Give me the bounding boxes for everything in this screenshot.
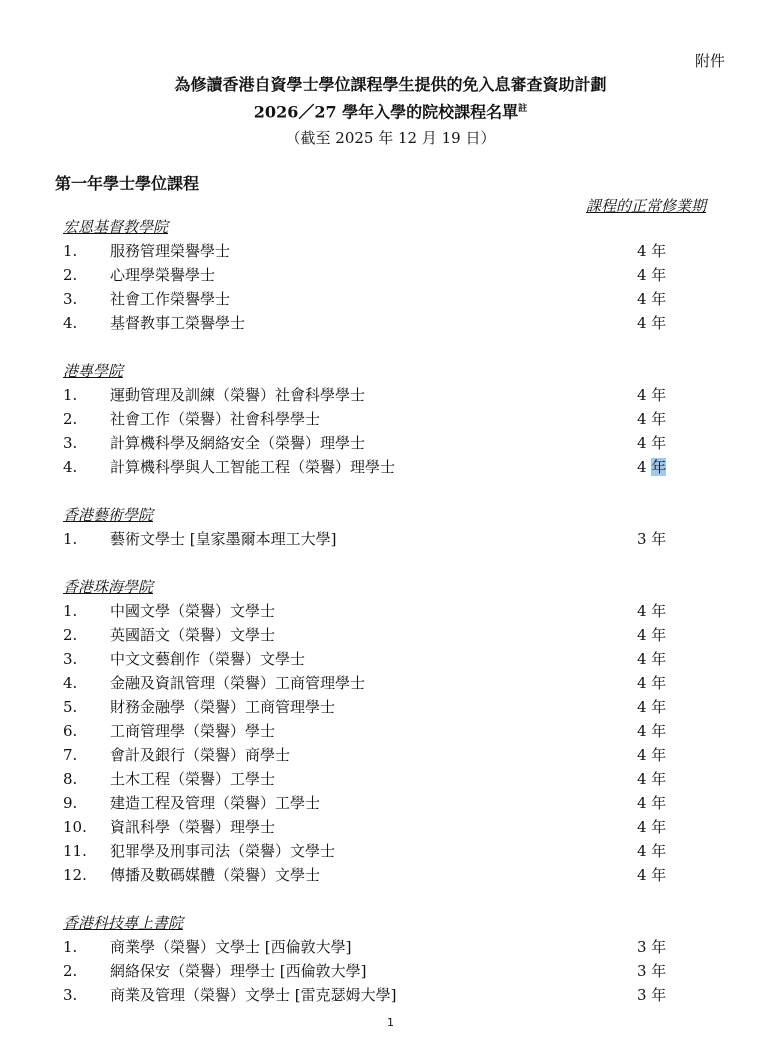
programme-duration: 4 年 — [637, 842, 667, 860]
programme-duration: 4 年 — [637, 770, 667, 788]
programme-number: 2. — [63, 962, 78, 980]
institution-name: 港專學院 — [63, 362, 124, 380]
programme-row — [0, 983, 781, 1007]
programme-number: 3. — [63, 650, 78, 668]
programme-row — [0, 767, 781, 791]
programme-row — [0, 263, 781, 287]
programme-number: 1. — [63, 602, 78, 620]
programme-row — [0, 863, 781, 887]
subtitle-text: 2026／27 學年入學的院校課程名單 — [253, 102, 519, 122]
document-title-block — [0, 73, 781, 150]
institution-name: 宏恩基督教學院 — [63, 218, 169, 236]
programme-number: 10. — [63, 818, 87, 836]
duration-column-header: 課程的正常修業期 — [586, 197, 707, 215]
duration-number: 4 — [637, 458, 652, 476]
programme-number: 2. — [63, 626, 78, 644]
programme-title: 英國語文（榮譽）文學士 — [110, 626, 276, 644]
programme-title: 金融及資訊管理（榮譽）工商管理學士 — [110, 674, 366, 692]
programme-title: 心理學榮譽學士 — [110, 266, 216, 284]
programme-title: 中國文學（榮譽）文學士 — [110, 602, 276, 620]
programme-duration: 4 年 — [637, 722, 667, 740]
programme-duration: 3 年 — [637, 986, 667, 1004]
programme-number: 1. — [63, 242, 78, 260]
programme-list — [0, 215, 781, 1031]
programme-row — [0, 431, 781, 455]
programme-row — [0, 599, 781, 623]
programme-row — [0, 935, 781, 959]
programme-duration: 4 年 — [637, 266, 667, 284]
programme-row — [0, 959, 781, 983]
document-subtitle — [0, 97, 781, 124]
programme-number: 8. — [63, 770, 78, 788]
programme-duration: 4 年 — [637, 314, 667, 332]
programme-duration: 4 年 — [637, 698, 667, 716]
programme-row — [0, 815, 781, 839]
programme-number: 11. — [63, 842, 87, 860]
programme-number: 1. — [63, 938, 78, 956]
programme-title: 服務管理榮譽學士 — [110, 242, 231, 260]
programme-title: 土木工程（榮譽）工學士 — [110, 770, 276, 788]
programme-duration: 4 年 — [637, 434, 667, 452]
programme-title: 財務金融學（榮譽）工商管理學士 — [110, 698, 336, 716]
programme-row — [0, 695, 781, 719]
programme-row — [0, 239, 781, 263]
programme-duration: 4 年 — [637, 746, 667, 764]
programme-duration: 4 年 — [637, 602, 667, 620]
programme-number: 3. — [63, 986, 78, 1004]
programme-number: 5. — [63, 698, 78, 716]
programme-title: 建造工程及管理（榮譽）工學士 — [110, 794, 321, 812]
programme-row — [0, 671, 781, 695]
programme-row — [0, 743, 781, 767]
programme-title: 運動管理及訓練（榮譽）社會科學學士 — [110, 386, 366, 404]
programme-title: 網絡保安（榮譽）理學士 [西倫敦大學] — [110, 962, 367, 980]
programme-title: 藝術文學士 [皇家墨爾本理工大學] — [110, 530, 337, 548]
programme-number: 4. — [63, 314, 78, 332]
programme-title: 會計及銀行（榮譽）商學士 — [110, 746, 291, 764]
institution-section — [0, 911, 781, 1007]
programme-title: 社會工作榮譽學士 — [110, 290, 231, 308]
institution-section — [0, 503, 781, 551]
programme-number: 4. — [63, 674, 78, 692]
programme-number: 7. — [63, 746, 78, 764]
programme-title: 傳播及數碼媒體（榮譽）文學士 — [110, 866, 321, 884]
institution-name: 香港科技專上書院 — [63, 914, 184, 932]
programme-title: 商業學（榮譽）文學士 [西倫敦大學] — [110, 938, 352, 956]
programme-row — [0, 791, 781, 815]
institution-section — [0, 575, 781, 887]
programme-title: 基督教事工榮譽學士 — [110, 314, 246, 332]
programme-row — [0, 383, 781, 407]
programme-title: 社會工作（榮譽）社會科學學士 — [110, 410, 321, 428]
programme-number: 3. — [63, 290, 78, 308]
programme-number: 2. — [63, 410, 78, 428]
institution-section — [0, 215, 781, 335]
programme-duration: 3 年 — [637, 962, 667, 980]
programme-title: 計算機科學及網絡安全（榮譽）理學士 — [110, 434, 366, 452]
programme-number: 4. — [63, 458, 78, 476]
programme-number: 1. — [63, 530, 78, 548]
programme-row — [0, 455, 781, 479]
programme-title: 計算機科學與人工智能工程（榮譽）理學士 — [110, 458, 396, 476]
programme-title: 中文文藝創作（榮譽）文學士 — [110, 650, 306, 668]
programme-duration: 3 年 — [637, 530, 667, 548]
programme-number: 9. — [63, 794, 78, 812]
programme-duration: 4 年 — [637, 410, 667, 428]
programme-row — [0, 407, 781, 431]
programme-duration: 4 年 — [637, 386, 667, 404]
programme-title: 犯罪學及刑事司法（榮譽）文學士 — [110, 842, 336, 860]
programme-row — [0, 287, 781, 311]
institution-section — [0, 359, 781, 479]
section-heading: 第一年學士學位課程 — [55, 174, 200, 193]
note-mark: 註 — [518, 104, 528, 114]
programme-number: 12. — [63, 866, 87, 884]
programme-duration — [637, 455, 666, 479]
programme-row — [0, 623, 781, 647]
programme-number: 6. — [63, 722, 78, 740]
programme-number: 1. — [63, 386, 78, 404]
programme-title: 工商管理學（榮譽）學士 — [110, 722, 276, 740]
highlighted-selection[interactable]: 年 — [651, 458, 667, 476]
programme-number: 2. — [63, 266, 78, 284]
institution-name: 香港珠海學院 — [63, 578, 154, 596]
programme-row — [0, 839, 781, 863]
programme-number: 3. — [63, 434, 78, 452]
programme-duration: 4 年 — [637, 818, 667, 836]
programme-duration: 4 年 — [637, 242, 667, 260]
programme-title: 商業及管理（榮譽）文學士 [雷克瑟姆大學] — [110, 986, 397, 1004]
programme-title: 資訊科學（榮譽）理學士 — [110, 818, 276, 836]
programme-duration: 4 年 — [637, 866, 667, 884]
programme-duration: 4 年 — [637, 626, 667, 644]
institution-name: 香港藝術學院 — [63, 506, 154, 524]
programme-duration: 4 年 — [637, 794, 667, 812]
programme-row — [0, 527, 781, 551]
annex-label: 附件 — [694, 52, 725, 70]
programme-duration: 3 年 — [637, 938, 667, 956]
programme-row — [0, 647, 781, 671]
programme-row — [0, 311, 781, 335]
programme-duration: 4 年 — [637, 290, 667, 308]
page-number: 1 — [387, 1016, 394, 1029]
as-of-date: （截至 2025 年 12 月 19 日） — [285, 129, 496, 148]
document-title: 為修讀香港自資學士學位課程學生提供的免入息審查資助計劃 — [174, 75, 607, 94]
programme-duration: 4 年 — [637, 650, 667, 668]
programme-row — [0, 719, 781, 743]
programme-duration: 4 年 — [637, 674, 667, 692]
